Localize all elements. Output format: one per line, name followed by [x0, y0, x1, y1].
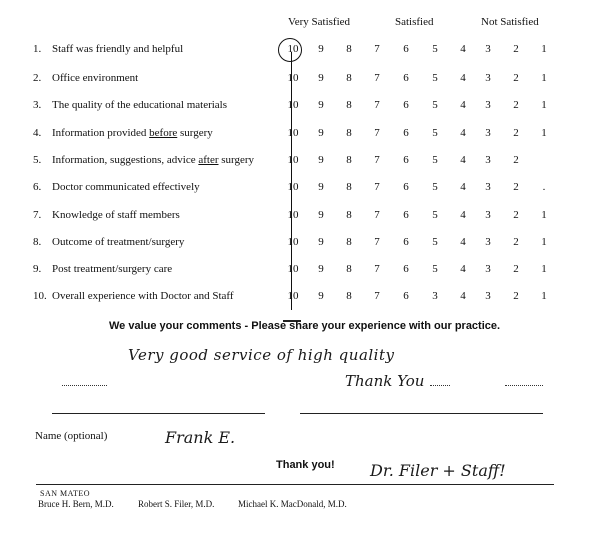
rating-option: 6 [403, 99, 409, 111]
rating-option: 5 [432, 43, 438, 55]
rating-option: 3 [485, 127, 491, 139]
rating-option: 5 [432, 99, 438, 111]
question-text: The quality of the educational materials [52, 99, 228, 111]
rating-option: 6 [403, 263, 409, 275]
rating-option: 7 [374, 263, 380, 275]
dotted-line [505, 385, 543, 386]
rating-option: 4 [460, 209, 466, 221]
rating-option: 1 [541, 43, 547, 55]
rating-option: 6 [403, 209, 409, 221]
rating-option: 4 [460, 181, 466, 193]
rating-option: 7 [374, 290, 380, 302]
footer-doctor-1: Bruce H. Bern, M.D. [38, 499, 114, 509]
rating-option: 10 [287, 127, 299, 139]
rating-option: 7 [374, 99, 380, 111]
footer-rule [36, 484, 554, 485]
rating-option: 6 [403, 43, 409, 55]
rating-option: 5 [432, 263, 438, 275]
rating-option: 1 [541, 127, 547, 139]
rating-option: 7 [374, 181, 380, 193]
rating-option: 6 [403, 290, 409, 302]
rating-option: 7 [374, 72, 380, 84]
question-row [0, 209, 612, 227]
rating-option: 3 [485, 263, 491, 275]
question-row [0, 127, 612, 145]
rating-option: 4 [460, 236, 466, 248]
rating-option: 10 [287, 99, 299, 111]
rating-option: 5 [432, 127, 438, 139]
rating-option: 7 [374, 43, 380, 55]
question-row [0, 181, 612, 199]
rating-option: 9 [318, 43, 324, 55]
rating-option: 2 [513, 290, 519, 302]
footer-city: SAN MATEO [40, 489, 91, 498]
rating-option: 6 [403, 181, 409, 193]
question-number: 8. [33, 236, 42, 248]
question-text [52, 154, 254, 166]
question-text-underlined: after [198, 154, 219, 166]
header-very-satisfied: Very Satisfied [288, 16, 351, 28]
rating-option: 4 [460, 43, 466, 55]
rating-option: 9 [318, 263, 324, 275]
rating-option: 2 [513, 43, 519, 55]
rating-option: 2 [513, 72, 519, 84]
rating-option: 6 [403, 72, 409, 84]
rating-option: 4 [460, 127, 466, 139]
rating-option: 3 [485, 43, 491, 55]
rating-option: 1 [541, 263, 547, 275]
rating-option: 9 [318, 127, 324, 139]
comment-rule-right [300, 413, 543, 414]
rating-option: 3 [485, 236, 491, 248]
rating-option: 5 [432, 154, 438, 166]
question-number: 3. [33, 99, 42, 111]
rating-option: 8 [346, 154, 352, 166]
rating-option: 2 [513, 236, 519, 248]
rating-option: 5 [432, 72, 438, 84]
rating-option: 9 [318, 181, 324, 193]
question-number: 5. [33, 154, 42, 166]
question-row [0, 263, 612, 281]
question-row [0, 43, 612, 61]
footer-doctor-3: Michael K. MacDonald, M.D. [238, 499, 347, 509]
rating-option: 2 [513, 181, 519, 193]
question-row [0, 99, 612, 117]
rating-option: 3 [485, 181, 491, 193]
question-text: Outcome of treatment/surgery [52, 236, 185, 248]
question-row [0, 72, 612, 90]
question-number: 7. [33, 209, 42, 221]
rating-option: 3 [485, 209, 491, 221]
question-number: 1. [33, 43, 42, 55]
rating-option: 8 [346, 181, 352, 193]
comments-prompt: We value your comments - Please share your experience with our practice. [109, 320, 501, 332]
dotted-line [62, 385, 107, 386]
question-text-before: Information, suggestions, advice [52, 154, 199, 166]
rating-option: 3 [485, 154, 491, 166]
question-text [52, 127, 213, 139]
handwritten-circle-mark [278, 38, 302, 62]
rating-option: 8 [346, 236, 352, 248]
footer-doctor-2: Robert S. Filer, M.D. [138, 499, 215, 509]
question-number: 6. [33, 181, 42, 193]
question-text: Post treatment/surgery care [52, 263, 173, 275]
question-number: 4. [33, 127, 42, 139]
rating-option: 9 [318, 290, 324, 302]
rating-option: 7 [374, 127, 380, 139]
rating-option: . [542, 181, 546, 193]
question-text: Staff was friendly and helpful [52, 43, 184, 55]
rating-option: 2 [513, 263, 519, 275]
question-number: 9. [33, 263, 42, 275]
question-row [0, 236, 612, 254]
rating-option: 8 [346, 72, 352, 84]
name-label: Name (optional) [35, 430, 108, 442]
handwritten-vertical-line [291, 52, 292, 310]
question-text: Doctor communicated effectively [52, 181, 200, 193]
handwritten-signature: Dr. Filer + Staff! [370, 461, 506, 480]
question-text-underlined: before [149, 127, 178, 139]
rating-option: 8 [346, 43, 352, 55]
rating-option: 2 [513, 154, 519, 166]
handwritten-comment-line-2: Thank You [345, 372, 425, 390]
rating-option: 4 [460, 72, 466, 84]
rating-option: 10 [287, 43, 299, 55]
rating-option: 10 [287, 236, 299, 248]
question-text-after: surgery [218, 154, 255, 166]
header-satisfied: Satisfied [395, 16, 434, 28]
dotted-line [430, 385, 450, 386]
rating-option: 2 [513, 127, 519, 139]
rating-option: 7 [374, 209, 380, 221]
rating-option: 9 [318, 72, 324, 84]
rating-option: 4 [460, 154, 466, 166]
rating-option: 10 [287, 263, 299, 275]
rating-option: 8 [346, 127, 352, 139]
rating-option: 1 [541, 290, 547, 302]
rating-option: 10 [287, 181, 299, 193]
rating-option: 9 [318, 99, 324, 111]
rating-option: 3 [432, 290, 438, 302]
question-row [0, 154, 612, 172]
question-number: 2. [33, 72, 42, 84]
rating-option: 4 [460, 263, 466, 275]
rating-option: 10 [287, 72, 299, 84]
question-row [0, 290, 612, 308]
question-number: 10. [33, 290, 47, 302]
rating-option: 1 [541, 236, 547, 248]
question-text-after: surgery [177, 127, 213, 139]
rating-option: 6 [403, 154, 409, 166]
handwritten-name: Frank E. [165, 428, 236, 447]
rating-option: 3 [485, 290, 491, 302]
question-text: Office environment [52, 72, 139, 84]
rating-option: 4 [460, 290, 466, 302]
rating-option: 10 [287, 290, 299, 302]
rating-option: 4 [460, 99, 466, 111]
question-text-before: Information provided [52, 127, 150, 139]
rating-option: 7 [374, 154, 380, 166]
rating-option: 9 [318, 154, 324, 166]
rating-option: 5 [432, 236, 438, 248]
rating-option: 2 [513, 209, 519, 221]
question-text: Overall experience with Doctor and Staff [52, 290, 234, 302]
rating-option: 8 [346, 290, 352, 302]
rating-option: 5 [432, 181, 438, 193]
rating-option: 1 [541, 209, 547, 221]
thank-you-text: Thank you! [276, 459, 335, 471]
question-text: Knowledge of staff members [52, 209, 180, 221]
comment-rule-left [52, 413, 265, 414]
rating-option: 6 [403, 236, 409, 248]
rating-option: 10 [287, 209, 299, 221]
rating-option: 1 [541, 99, 547, 111]
rating-option: 8 [346, 263, 352, 275]
rating-option: 3 [485, 72, 491, 84]
rating-option: 9 [318, 236, 324, 248]
rating-option: 3 [485, 99, 491, 111]
rating-option: 5 [432, 209, 438, 221]
rating-option: 8 [346, 209, 352, 221]
handwritten-comment-line-1: Very good service of high quality [128, 346, 395, 364]
rating-option: 8 [346, 99, 352, 111]
rating-option: 2 [513, 99, 519, 111]
rating-option: 6 [403, 127, 409, 139]
rating-option: 7 [374, 236, 380, 248]
rating-option: 1 [541, 72, 547, 84]
header-not-satisfied: Not Satisfied [481, 16, 539, 28]
rating-option: 9 [318, 209, 324, 221]
rating-option: 10 [287, 154, 299, 166]
